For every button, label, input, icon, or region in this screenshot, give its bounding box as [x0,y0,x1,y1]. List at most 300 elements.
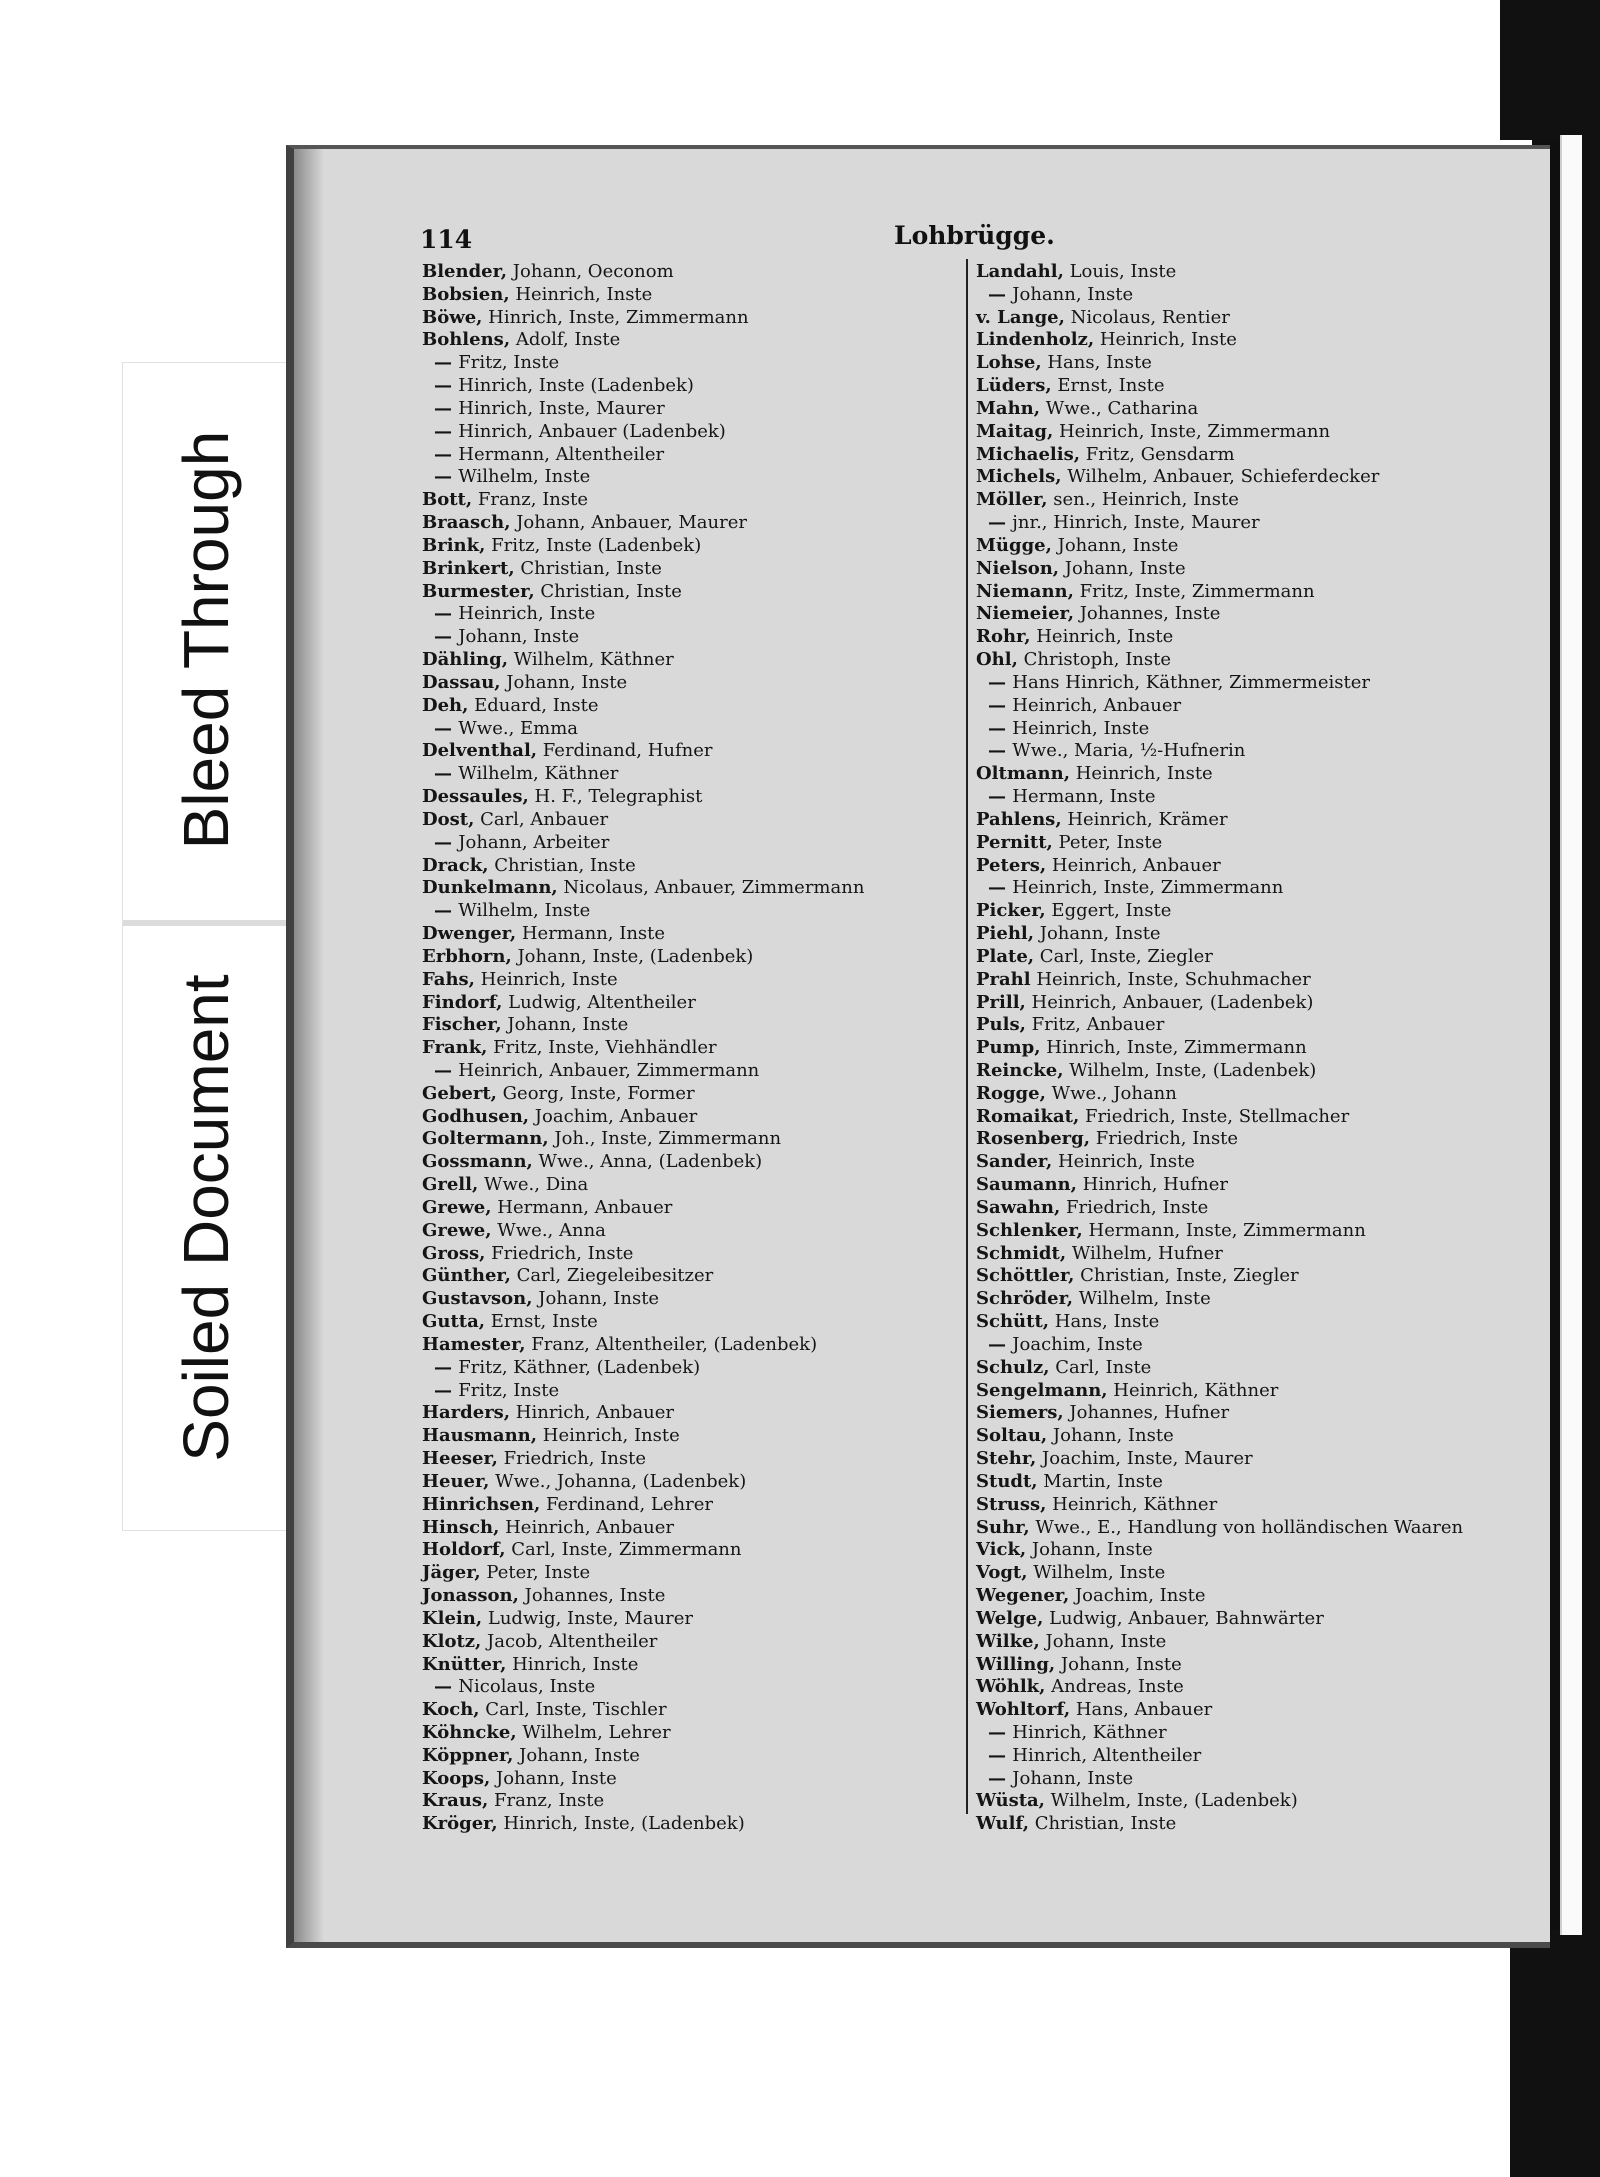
directory-entry [976,740,1536,763]
entry-surname: Kröger, [422,1813,498,1835]
directory-entry [976,1699,1536,1722]
entry-surname: Puls, [976,1014,1026,1036]
entry-surname: Soltau, [976,1425,1048,1447]
entry-surname: Gutta, [422,1311,486,1333]
entry-surname: — [434,763,459,785]
entry-details: Georg, Inste, Former [496,1082,695,1104]
directory-entry [976,558,1536,581]
entry-details: Fritz, Käthner, (Ladenbek) [458,1356,701,1378]
directory-entry [422,763,962,786]
entry-surname: Niemann, [976,580,1074,602]
entry-surname: Möller, [976,489,1048,511]
entry-details: Hinrich, Inste, Zimmermann [482,306,749,328]
entry-details: Heinrich, Inste [1069,763,1213,785]
entry-details: Wilhelm, Inste [458,466,591,488]
entry-surname: Michaelis, [976,443,1081,465]
entry-details: Wilhelm, Anbauer, Schieferdecker [1061,466,1380,488]
entry-details: Hermann, Inste [1012,786,1156,808]
entry-surname: Niemeier, [976,603,1074,625]
entry-surname: — [434,1379,459,1401]
directory-entry [422,1676,962,1699]
entry-surname: Fischer, [422,1014,502,1036]
entry-details: Hinrich, Käthner [1012,1722,1167,1743]
scan-border-right [1580,0,1600,2177]
entry-surname: — [988,512,1013,534]
entry-surname: Saumann, [976,1174,1077,1196]
entry-surname: Wulf, [976,1813,1030,1835]
entry-surname: Grewe, [422,1219,492,1241]
entry-surname: — [988,1767,1013,1789]
entry-details: Heinrich, Inste, Schuhmacher [1030,968,1311,990]
entry-details: Wilhelm, Hufner [1066,1242,1223,1264]
directory-entry [976,1014,1536,1037]
entry-surname: Piehl, [976,923,1035,945]
entry-details: Adolf, Inste [510,329,621,351]
entry-details: Ludwig, Altentheiler [502,991,696,1013]
entry-surname: Hinsch, [422,1516,500,1538]
directory-entry [976,1037,1536,1060]
entry-details: Carl, Inste, Tischler [479,1699,667,1721]
entry-surname: Schöttler, [976,1265,1075,1287]
directory-entry [976,1334,1536,1357]
directory-entry [422,1790,962,1813]
entry-surname: Köppner, [422,1744,514,1766]
entry-details: Carl, Inste, Ziegler [1034,945,1213,967]
entry-surname: — [434,831,459,853]
entry-surname: Wilke, [976,1630,1040,1652]
entry-surname: Sawahn, [976,1196,1061,1218]
right-column [976,261,1536,1836]
directory-entry [422,1288,962,1311]
directory-entry [976,900,1536,923]
directory-entry [422,1334,962,1357]
entry-surname: Nielson, [976,557,1060,579]
entry-details: Christian, Inste [1029,1813,1177,1835]
entry-surname: Klotz, [422,1630,482,1652]
page-number: 114 [420,225,473,254]
directory-entry [976,1220,1536,1243]
entry-surname: Dähling, [422,649,508,671]
entry-details: Johann, Inste [1012,283,1134,305]
entry-surname: Prill, [976,991,1026,1013]
entry-details: Ernst, Inste [1051,375,1165,397]
entry-surname: — [434,603,459,625]
entry-details: Fritz, Inste (Ladenbek) [485,534,702,556]
entry-details: Johann, Inste [1059,557,1186,579]
entry-surname: Dassau, [422,671,501,693]
entry-surname: Koops, [422,1767,491,1789]
entry-surname: — [988,1744,1013,1766]
directory-entry [422,1425,962,1448]
entry-details: Johann, Inste [532,1288,660,1310]
entry-surname: Wegener, [976,1585,1070,1607]
directory-entry [422,1631,962,1654]
entry-surname: Rohr, [976,626,1031,648]
entry-details: Johann, Inste [1039,1630,1167,1652]
entry-surname: Klein, [422,1607,483,1629]
directory-entry [976,1288,1536,1311]
entry-surname: Heuer, [422,1470,490,1492]
directory-entry [976,1494,1536,1517]
entry-details: Johann, Arbeiter [458,831,610,853]
directory-entry [422,558,962,581]
entry-details: Christoph, Inste [1017,649,1172,671]
entry-details: Wilhelm, Inste [458,900,591,922]
entry-surname: Mahn, [976,397,1041,419]
directory-entry [422,1471,962,1494]
directory-entry [422,1174,962,1197]
entry-surname: — [434,397,459,419]
entry-details: Carl, Inste, Zimmermann [505,1539,742,1561]
directory-entry [976,261,1536,284]
directory-entry [976,1790,1536,1813]
entry-details: Heinrich, Inste [1094,329,1237,351]
directory-entry [422,786,962,809]
entry-surname: Rogge, [976,1082,1046,1104]
entry-surname: Jonasson, [422,1585,519,1607]
entry-details: Joachim, Inste, Maurer [1036,1448,1253,1470]
entry-details: Wwe., Johanna, (Ladenbek) [489,1470,747,1492]
entry-details: Heinrich, Inste [1052,1151,1195,1173]
directory-entry [422,969,962,992]
entry-details: Hermann, Inste [516,923,666,945]
directory-entry [422,261,962,284]
directory-entry [422,581,962,604]
entry-details: Wilhelm, Inste [1027,1562,1166,1584]
entry-details: Johann, Inste [513,1744,640,1766]
scan-border-bottom-right [1510,1925,1600,2177]
entry-surname: Suhr, [976,1516,1030,1538]
entry-details: Heinrich, Krämer [1061,808,1228,830]
directory-entry [976,1471,1536,1494]
entry-details: Johann, Oeconom [507,261,674,282]
entry-surname: Dwenger, [422,923,517,945]
entry-surname: Maitag, [976,420,1054,442]
directory-entry [976,1380,1536,1403]
entry-details: Johann, Inste [1051,534,1179,556]
degradation-label-banner [122,362,289,1531]
directory-entry [976,1311,1536,1334]
entry-details: Johann, Inste [501,1014,629,1036]
directory-entry [422,718,962,741]
entry-surname: Wohltorf, [976,1699,1071,1721]
directory-entry [976,946,1536,969]
entry-surname: Peters, [976,854,1047,876]
entry-surname: Günther, [422,1265,511,1287]
entry-surname: Fahs, [422,968,475,990]
directory-entry [976,855,1536,878]
directory-entry [976,695,1536,718]
directory-entry [976,1060,1536,1083]
entry-surname: Godhusen, [422,1105,530,1127]
directory-entry [976,489,1536,512]
entry-surname: Siemers, [976,1402,1064,1424]
entry-details: Heinrich, Inste, Zimmermann [1053,420,1331,442]
directory-entry [422,603,962,626]
entry-details: Franz, Altentheiler, (Ladenbek) [525,1333,818,1355]
entry-surname: Ohl, [976,649,1018,671]
entry-surname: Wüsta, [976,1790,1045,1812]
entry-surname: — [434,420,459,442]
directory-entry [976,1722,1536,1745]
entry-surname: Erbhorn, [422,945,512,967]
directory-entry [422,877,962,900]
directory-entry [422,1265,962,1288]
entry-details: Peter, Inste [480,1562,591,1584]
directory-entry [422,1654,962,1677]
entry-surname: — [988,694,1013,716]
directory-entry [976,809,1536,832]
entry-details: Fritz, Anbauer [1025,1014,1165,1036]
entry-surname: — [988,740,1013,762]
entry-surname: Vick, [976,1539,1027,1561]
entry-surname: Hamester, [422,1333,526,1355]
entry-details: Ludwig, Anbauer, Bahnwärter [1043,1607,1324,1629]
entry-details: Johann, Inste [1034,923,1161,945]
entry-details: Johann, Inste [1026,1539,1153,1561]
entry-surname: Pump, [976,1037,1041,1059]
entry-surname: — [988,717,1013,739]
entry-details: Franz, Inste [488,1790,605,1812]
directory-entry [422,1448,962,1471]
directory-entry [976,1562,1536,1585]
directory-entry [422,1517,962,1540]
directory-entry [976,1174,1536,1197]
entry-details: Friedrich, Inste [497,1448,646,1470]
directory-entry [422,375,962,398]
entry-surname: Gustavson, [422,1288,533,1310]
directory-entry [422,992,962,1015]
directory-entry [422,1014,962,1037]
directory-entry [976,1425,1536,1448]
entry-details: Heinrich, Anbauer [1012,694,1182,716]
entry-details: Carl, Anbauer [474,808,609,830]
entry-surname: Romaikat, [976,1105,1080,1127]
directory-entry [422,1357,962,1380]
directory-entry [976,329,1536,352]
entry-details: Fritz, Inste, Zimmermann [1073,580,1315,602]
entry-surname: Bohlens, [422,329,511,351]
entry-surname: Burmester, [422,580,535,602]
directory-entry [422,1699,962,1722]
directory-entry [422,329,962,352]
entry-details: Franz, Inste [472,489,589,511]
directory-entry [422,307,962,330]
directory-entry [422,1128,962,1151]
entry-details: Louis, Inste [1063,261,1177,282]
directory-entry [422,1402,962,1425]
directory-entry [422,1722,962,1745]
directory-entry [976,603,1536,626]
entry-surname: Pahlens, [976,808,1062,830]
entry-details: Wwe., Catharina [1040,397,1199,419]
entry-details: Hinrich, Anbauer (Ladenbek) [458,420,726,442]
entry-details: Eggert, Inste [1045,900,1172,922]
entry-details: Christian, Inste, Ziegler [1074,1265,1299,1287]
entry-surname: Picker, [976,900,1046,922]
entry-details: Andreas, Inste [1045,1676,1184,1698]
page-title: Lohbrügge. [894,221,1055,250]
entry-details: Hans, Inste [1049,1311,1160,1333]
left-column [422,261,962,1836]
entry-surname: Sengelmann, [976,1379,1108,1401]
entry-details: Hans, Inste [1041,352,1152,374]
entry-surname: Koch, [422,1699,480,1721]
entry-surname: — [988,1333,1013,1355]
entry-details: Wwe., Johann [1045,1082,1177,1104]
entry-surname: Michels, [976,466,1062,488]
entry-surname: Mügge, [976,534,1052,556]
entry-details: Hermann, Inste, Zimmermann [1082,1219,1366,1241]
directory-entry [976,877,1536,900]
directory-entry [422,1494,962,1517]
entry-surname: — [434,375,459,397]
entry-surname: Schulz, [976,1356,1050,1378]
directory-entry [976,1768,1536,1791]
entry-surname: Böwe, [422,306,483,328]
entry-details: Wilhelm, Inste, (Ladenbek) [1063,1059,1317,1081]
entry-details: Johann, Inste [1012,1767,1134,1789]
entry-details: Heinrich, Inste [474,968,618,990]
directory-entry [976,581,1536,604]
directory-entry [422,626,962,649]
directory-entry [976,1654,1536,1677]
entry-surname: Frank, [422,1037,488,1059]
directory-entry [422,1813,962,1836]
entry-surname: — [434,717,459,739]
entry-details: Johann, Inste [1047,1425,1174,1447]
directory-entry [422,1151,962,1174]
entry-surname: — [434,1059,459,1081]
directory-entry [976,444,1536,467]
entry-details: Wwe., Anna, (Ladenbek) [532,1151,763,1173]
entry-surname: Wöhlk, [976,1676,1046,1698]
entry-details: Fritz, Inste [458,352,560,374]
entry-surname: Heeser, [422,1448,498,1470]
entry-details: Friedrich, Inste [1090,1128,1239,1150]
directory-entry [422,1083,962,1106]
directory-entry [422,466,962,489]
directory-entry [976,923,1536,946]
entry-surname: Lohse, [976,352,1042,374]
entry-details: Hans Hinrich, Käthner, Zimmermeister [1012,671,1370,693]
entry-details: Wilhelm, Käthner [458,763,619,785]
directory-entry [422,512,962,535]
directory-entry [976,649,1536,672]
column-divider [966,259,968,1814]
directory-entry [422,1197,962,1220]
directory-entry [976,1128,1536,1151]
entry-details: Heinrich, Inste [458,603,596,625]
directory-entry [976,284,1536,307]
entry-details: Johann, Inste [1055,1653,1182,1675]
scanned-page [286,145,1550,1948]
directory-entry [422,832,962,855]
directory-entry [976,375,1536,398]
entry-surname: Sander, [976,1151,1053,1173]
entry-details: Fritz, Gensdarm [1080,443,1235,465]
entry-details: Nicolaus, Inste [458,1676,596,1698]
entry-surname: — [988,283,1013,305]
entry-surname: Rosenberg, [976,1128,1091,1150]
entry-surname: — [434,352,459,374]
entry-details: Hinrich, Anbauer [510,1402,675,1424]
entry-details: Johannes, Inste [518,1585,666,1607]
entry-details: Fritz, Inste, Viehhändler [487,1037,717,1059]
directory-entry [976,1608,1536,1631]
directory-entry [422,1585,962,1608]
next-page-edge [1560,135,1582,1935]
directory-entry [422,421,962,444]
entry-surname: Dunkelmann, [422,877,558,899]
directory-entry [976,1243,1536,1266]
entry-surname: Knütter, [422,1653,507,1675]
entry-surname: Schröder, [976,1288,1074,1310]
entry-surname: Grell, [422,1174,479,1196]
directory-entry [976,718,1536,741]
entry-details: Hinrich, Inste (Ladenbek) [458,375,694,397]
entry-surname: — [434,443,459,465]
entry-details: Christian, Inste [514,557,662,579]
entry-details: Ferdinand, Lehrer [540,1493,713,1515]
directory-entry [976,1197,1536,1220]
entry-details: Johann, Anbauer, Maurer [510,512,747,534]
entry-details: sen., Heinrich, Inste [1047,489,1239,511]
entry-details: Peter, Inste [1052,831,1163,853]
directory-entry [976,307,1536,330]
entry-details: Friedrich, Inste [485,1242,634,1264]
entry-surname: — [434,1676,459,1698]
directory-entry [976,1106,1536,1129]
entry-surname: Welge, [976,1607,1044,1629]
directory-entry [976,466,1536,489]
entry-surname: — [988,786,1013,808]
entry-details: Joachim, Inste [1069,1585,1206,1607]
entry-surname: Brinkert, [422,557,515,579]
entry-surname: Hinrichsen, [422,1493,541,1515]
directory-entry [976,969,1536,992]
entry-details: Wwe., Emma [458,717,579,739]
entry-details: Friedrich, Inste [1060,1196,1209,1218]
entry-surname: Kraus, [422,1790,489,1812]
entry-details: Friedrich, Inste, Stellmacher [1079,1105,1350,1127]
entry-surname: Vogt, [976,1562,1028,1584]
directory-entry [976,1676,1536,1699]
entry-details: Wilhelm, Lehrer [516,1722,671,1743]
entry-surname: — [434,1356,459,1378]
directory-entry [976,1151,1536,1174]
entry-surname: Oltmann, [976,763,1070,785]
directory-entry [422,489,962,512]
directory-entry [422,352,962,375]
entry-surname: Gossmann, [422,1151,533,1173]
entry-details: Wilhelm, Käthner [507,649,674,671]
entry-details: Hinrich, Inste, Zimmermann [1040,1037,1307,1059]
entry-details: Heinrich, Inste [509,283,653,305]
directory-entry [422,1745,962,1768]
directory-entry [422,444,962,467]
entry-surname: Harders, [422,1402,511,1424]
entry-surname: Pernitt, [976,831,1053,853]
directory-entry [976,535,1536,558]
entry-surname: Holdorf, [422,1539,506,1561]
entry-surname: Dessaules, [422,786,529,808]
entry-details: Carl, Ziegeleibesitzer [510,1265,714,1287]
entry-surname: — [434,626,459,648]
entry-surname: Bobsien, [422,283,510,305]
directory-entry [976,1631,1536,1654]
entry-details: Johann, Inste, (Ladenbek) [511,945,754,967]
